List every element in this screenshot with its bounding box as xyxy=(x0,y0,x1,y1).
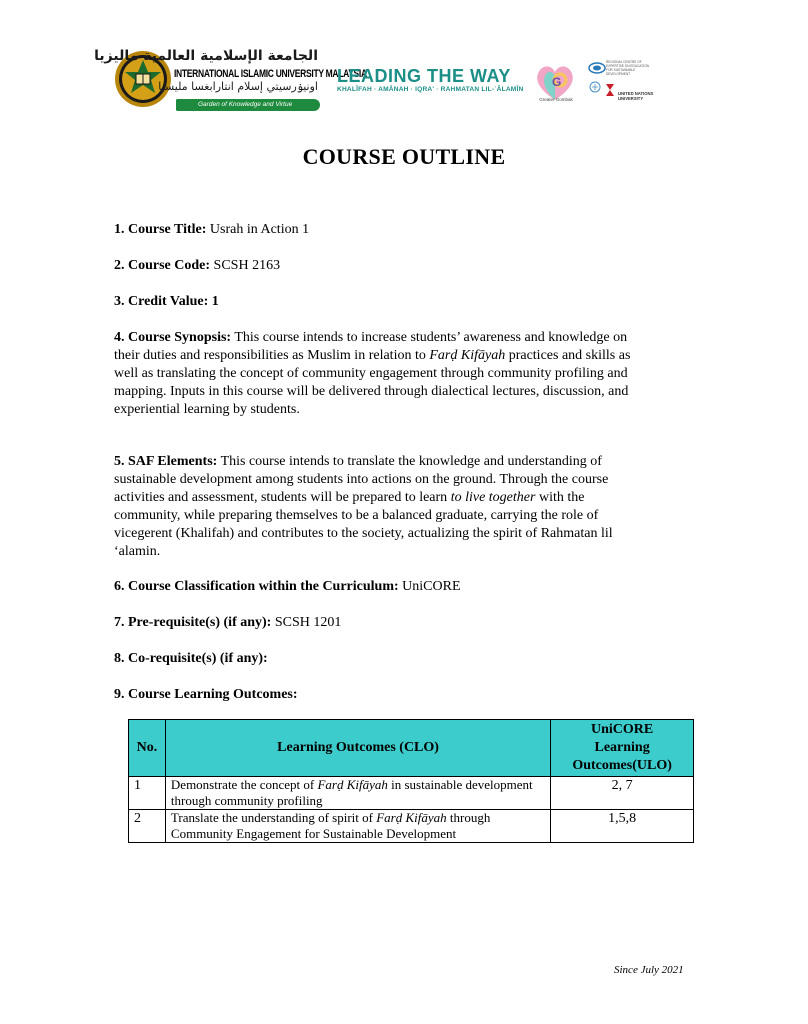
synopsis-item xyxy=(114,329,654,419)
saf-item xyxy=(114,453,654,561)
clo-heading-label: 9. Course Learning Outcomes: xyxy=(114,687,298,702)
header-clo: Learning Outcomes (CLO) xyxy=(165,720,550,777)
row-no: 2 xyxy=(129,810,166,843)
footer-date: Since July 2021 xyxy=(614,964,684,976)
row-no: 1 xyxy=(129,777,166,810)
clo-table xyxy=(128,719,694,843)
row-clo-italic: Farḍ Kifāyah xyxy=(376,810,447,825)
row-clo-italic: Farḍ Kifāyah xyxy=(317,777,388,792)
leading-the-way-logo: LEADING THE WAY xyxy=(337,66,511,86)
credit-value-item xyxy=(114,293,654,311)
leading-the-way-subtitle: KHALĪFAH · AMĀNAH · IQRA' · RAHMATAN LIL-ʿĀLAMĪN xyxy=(337,86,524,93)
row-clo xyxy=(165,777,550,810)
saf-italic: to live together xyxy=(450,490,536,505)
row-clo-text-a: Translate the understanding of spirit of xyxy=(170,810,373,825)
saf-text-a: This course intends to translate the knowledge and understanding of sustainable development among students into actions on the ground. Through the course activities and assessment, students will be prepared to learn xyxy=(114,454,609,505)
page-title: COURSE OUTLINE xyxy=(302,144,506,169)
credit-value-label: 3. Credit Value: 1 xyxy=(114,294,219,309)
classification-item xyxy=(114,578,654,596)
course-title-label: 1. Course Title: xyxy=(114,222,207,237)
row-clo-text-a: Demonstrate the concept of xyxy=(170,777,315,792)
corequisite-label: 8. Co-requisite(s) (if any): xyxy=(114,651,268,666)
synopsis-text-b: practices and skills as well as translating the concept of community engagement through community profiling and mapping. Inputs in this course will be delivered through dialectical lectures, discussion, and experiential learning by students. xyxy=(114,348,631,417)
svg-text:G: G xyxy=(552,75,562,89)
corequisite-item xyxy=(114,650,654,668)
synopsis-italic: Farḍ Kifāyah xyxy=(429,348,506,363)
clo-heading-item xyxy=(114,686,654,704)
prerequisite-item xyxy=(114,614,654,632)
row-ulo: 1,5,8 xyxy=(551,810,694,843)
table-row xyxy=(129,777,694,810)
iium-logo xyxy=(94,48,367,114)
classification-label: 6. Course Classification within the Curriculum: xyxy=(114,579,399,594)
row-ulo: 2, 7 xyxy=(551,777,694,810)
classification-value: UniCORE xyxy=(402,579,461,594)
header-logos xyxy=(0,0,768,130)
course-code-label: 2. Course Code: xyxy=(114,258,211,273)
iium-jawi-name: اونيۏرسيتي إسلام انتارابغسا مليسيا xyxy=(158,80,318,93)
course-title-item xyxy=(114,221,654,239)
table-row xyxy=(129,810,694,843)
iium-tagline: Garden of Knowledge and Virtue xyxy=(176,99,320,111)
header-ulo-line-3: Outcomes(ULO) xyxy=(572,758,672,773)
rce-text: REGIONAL CENTRE OF EXPERTISE ON EDUCATION FOR SUSTAINABLE DEVELOPMENT xyxy=(606,60,649,76)
row-clo-text-b: through Community Engagement for Sustainable Development xyxy=(170,810,491,841)
header-no: No. xyxy=(129,720,166,777)
header-ulo-line-2: Learning xyxy=(594,740,650,755)
unu-logo-icon xyxy=(588,80,618,100)
saf-text-b: with the community, while preparing themselves to be a balanced graduate, carrying the role of vicegerent (Khalifah) and contributes to the society, actualizing the spirit of Rahmatan lil ‘alamin. xyxy=(114,490,613,559)
saf-label: 5. SAF Elements: xyxy=(114,454,218,469)
greater-gombak-caption: Greater Gombak xyxy=(539,97,573,102)
row-clo-text-b: in sustainable development through community profiling xyxy=(170,777,533,808)
unu-label: UNITED NATIONS UNIVERSITY xyxy=(618,91,654,101)
prerequisite-value: SCSH 1201 xyxy=(274,615,342,630)
course-code-item xyxy=(114,257,654,275)
prerequisite-label: 7. Pre-requisite(s) (if any): xyxy=(114,615,272,630)
iium-english-name: INTERNATIONAL ISLAMIC UNIVERSITY MALAYSIA xyxy=(174,66,367,80)
course-code-value: SCSH 2163 xyxy=(213,258,281,273)
synopsis-text-a: This course intends to increase students’ awareness and knowledge on their duties and responsibilities as Muslim in relation to xyxy=(114,330,628,363)
table-header-row xyxy=(129,720,694,777)
synopsis-label: 4. Course Synopsis: xyxy=(114,330,232,345)
header-ulo-line-1: UniCORE xyxy=(590,722,654,737)
course-title-value: Usrah in Action 1 xyxy=(209,222,310,237)
iium-arabic-name: الجامعة الإسلامية العالمية ماليزيا xyxy=(94,48,318,64)
row-clo xyxy=(165,810,550,843)
header-ulo xyxy=(551,720,694,777)
